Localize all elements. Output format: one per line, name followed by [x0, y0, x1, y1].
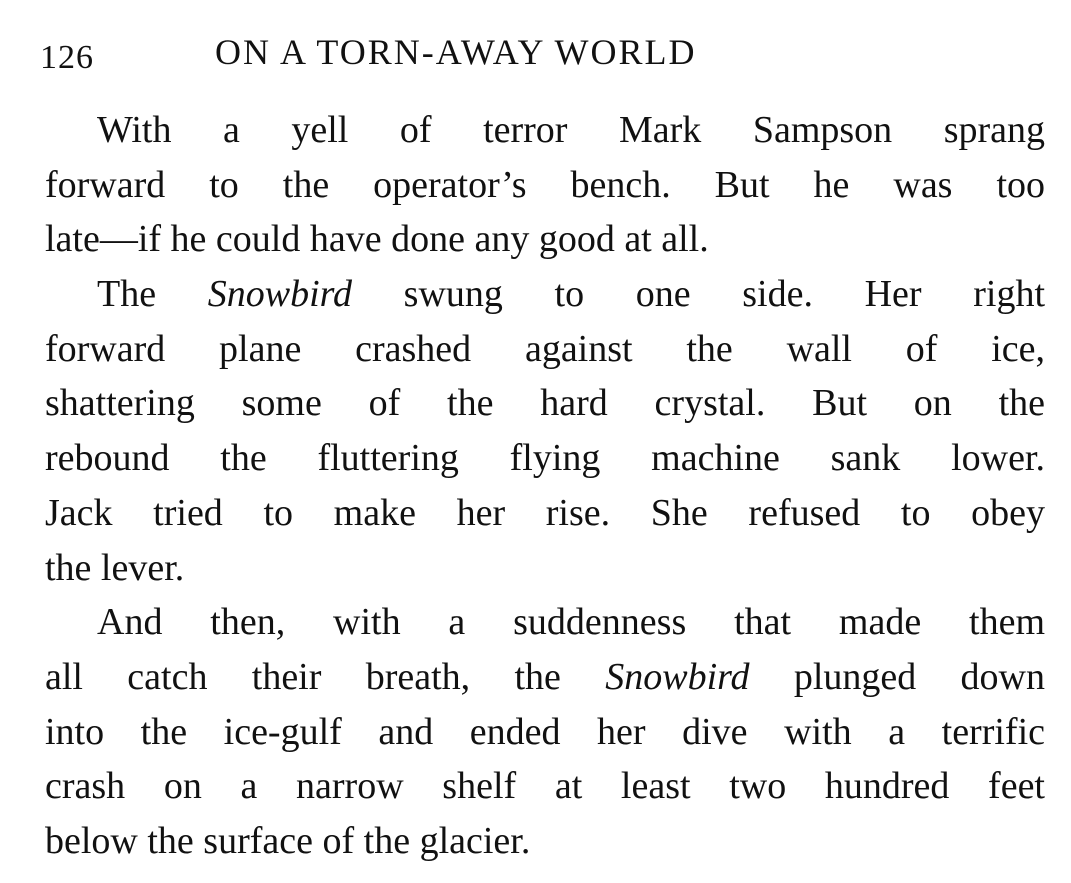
text-line: forward plane crashed against the wall of ice, [45, 327, 1045, 370]
ship-name: Snowbird [207, 273, 353, 316]
text-line: the lever. [45, 546, 185, 589]
text-line: crash on a narrow shelf at least two hundred feet [45, 765, 1045, 808]
running-head [40, 22, 1040, 82]
text-line: into the ice-gulf and ended her dive with a terrific [45, 710, 1045, 753]
text-line: forward to the operator’s bench. But he was too [45, 163, 1045, 206]
text-line: all catch their breath, the Snowbird plunged down [45, 655, 1045, 698]
text-line: The Snowbird swung to one side. Her right [97, 273, 1045, 316]
text-line: shattering some of the hard crystal. But on the [45, 382, 1045, 425]
paragraph [45, 595, 1045, 868]
text-line: And then, with a suddenness that made them [97, 601, 1045, 644]
ship-name: Snowbird [605, 655, 750, 698]
paragraph [45, 267, 1045, 595]
page-number: 126 [40, 39, 94, 76]
text-line: With a yell of terror Mark Sampson sprang [97, 109, 1045, 151]
text-line: Jack tried to make her rise. She refused to obey [45, 491, 1045, 534]
running-title: ON A TORN-AWAY WORLD [215, 32, 697, 72]
paragraph [45, 103, 1045, 267]
body-text [45, 103, 1045, 869]
text-line: rebound the fluttering flying machine sank lower. [45, 437, 1045, 480]
text-line: below the surface of the glacier. [45, 819, 531, 862]
text-line: late—if he could have done any good at all. [45, 218, 709, 261]
